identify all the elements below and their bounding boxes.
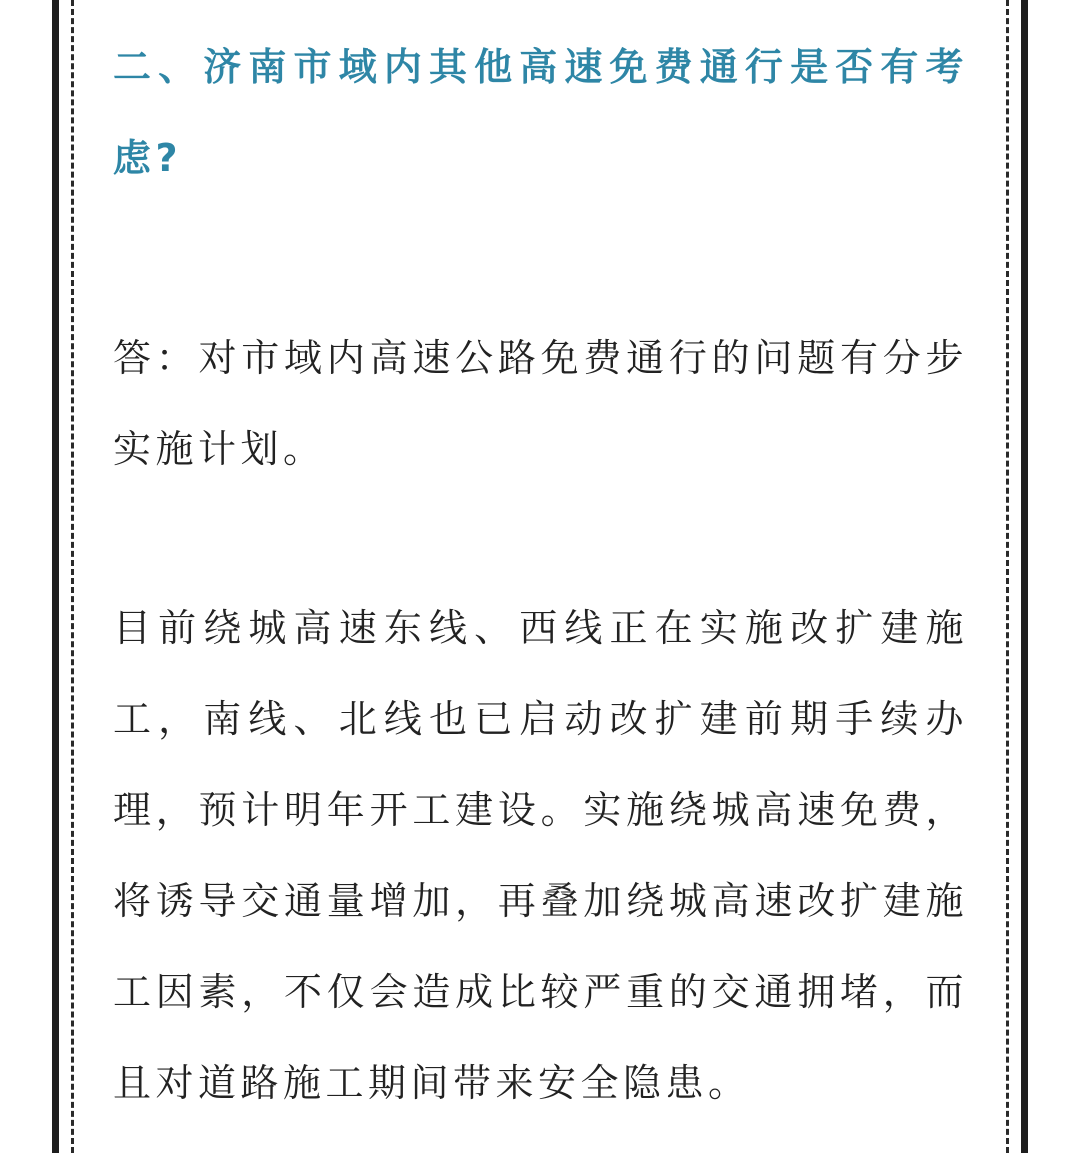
answer-paragraph-2: 目前绕城高速东线、西线正在实施改扩建施工，南线、北线也已启动改扩建前期手续办理，预计明年开工建设。实施绕城高速免费，将诱导交通量增加，再叠加绕城高速改扩建施工因素，不仅会造成比较严重的交通拥堵，而且对道路施工期间带来安全隐患。 (113, 606, 968, 1105)
answer-paragraph-1: 答：对市域内高速公路免费通行的问题有分步实施计划。 (113, 336, 968, 471)
frame-right-dashed-border (1006, 0, 1009, 1153)
section-heading: 二、济南市域内其他高速免费通行是否有考虑? (113, 45, 968, 180)
article-content (113, 22, 968, 1129)
frame-left-dashed-border (71, 0, 74, 1153)
spacer (113, 495, 968, 583)
frame-right-solid-border (1021, 0, 1028, 1153)
frame-left-solid-border (52, 0, 59, 1153)
spacer (113, 204, 968, 313)
